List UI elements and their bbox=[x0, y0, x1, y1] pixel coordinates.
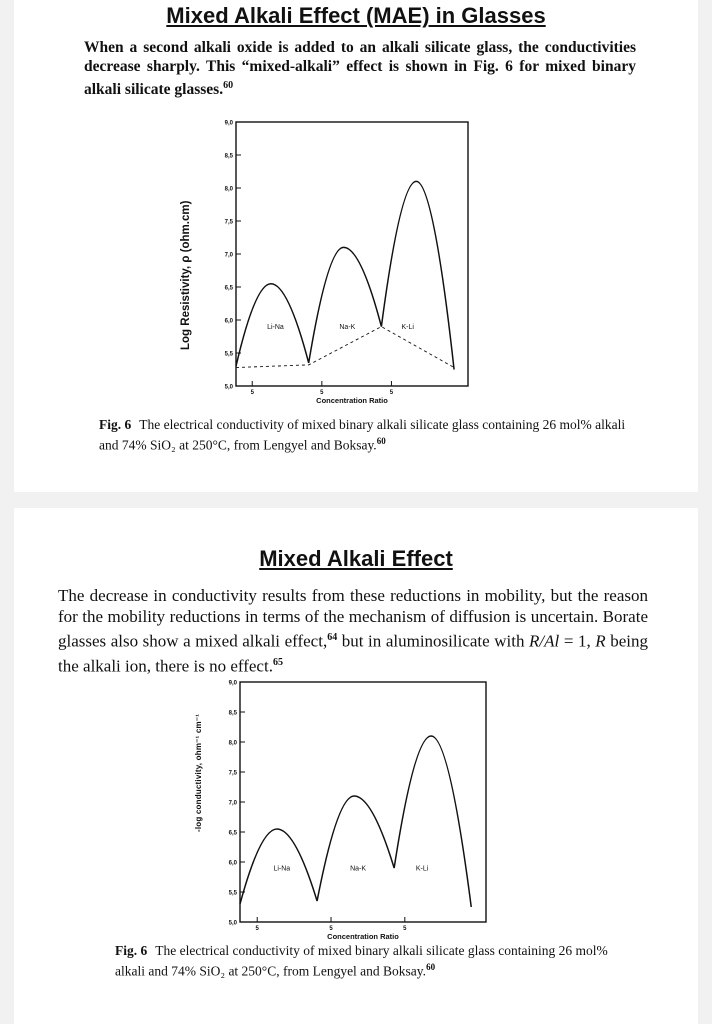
caption-text: The electrical conductivity of mixed binary alkali silicate glass containing 26 mol% alkali and 74% SiO₂ at 250°C, from Lengyel and Boksay. bbox=[99, 417, 626, 453]
caption-reference: 60 bbox=[376, 436, 386, 446]
series-baseline bbox=[236, 327, 454, 368]
paragraph-r: R bbox=[595, 631, 606, 651]
y-tick-label: 5,5 bbox=[224, 351, 233, 358]
caption-label: Fig. 6 bbox=[99, 417, 132, 432]
figure-2-svg bbox=[190, 676, 490, 948]
region-label: Li-Na bbox=[273, 865, 291, 873]
x-tick-label: 5 bbox=[389, 390, 394, 396]
y-tick-label: 8,5 bbox=[228, 710, 237, 717]
y-tick-label: 9,0 bbox=[224, 120, 233, 127]
x-tick-label: 5 bbox=[320, 390, 324, 396]
paragraph-text-3: = 1, bbox=[559, 631, 596, 651]
y-tick-label: 6,5 bbox=[224, 285, 233, 292]
y-tick-label: 5,0 bbox=[228, 920, 237, 927]
region-label: Na-K bbox=[339, 324, 356, 332]
y-tick-label: 7,5 bbox=[224, 219, 233, 226]
series-line bbox=[236, 181, 454, 369]
paragraph-text: When a second alkali oxide is added to an alkali silicate glass, the conductivities decrease sharply. This “mixed-alkali” effect is shown in Fig. 6 for mixed binary alkali silicate glasses. bbox=[84, 39, 636, 99]
y-tick-label: 7,0 bbox=[224, 252, 233, 259]
paragraph-ratio: R/Al bbox=[529, 631, 560, 651]
region-label: K-Li bbox=[415, 865, 429, 873]
y-tick-label: 5,0 bbox=[224, 384, 233, 391]
figure-1-svg bbox=[176, 112, 476, 414]
figure-1-chart bbox=[176, 112, 476, 414]
slide-title: Mixed Alkali Effect bbox=[259, 546, 453, 571]
caption-reference: 60 bbox=[426, 962, 436, 972]
y-tick-label: 6,0 bbox=[228, 860, 237, 867]
region-label: Li-Na bbox=[267, 324, 284, 332]
slide-paragraph bbox=[58, 585, 648, 676]
y-tick-label: 7,5 bbox=[228, 770, 237, 777]
plot-frame bbox=[236, 122, 468, 386]
slide-paragraph bbox=[84, 38, 636, 99]
y-tick-label: 9,0 bbox=[228, 680, 237, 687]
series-line bbox=[240, 736, 471, 907]
x-axis-label: Concentration Ratio bbox=[327, 932, 399, 941]
slide-title: Mixed Alkali Effect (MAE) in Glasses bbox=[166, 3, 546, 28]
x-tick-label: 5 bbox=[403, 926, 407, 932]
figure-1-y-axis-label: Log Resistivity, ρ (ohm.cm) bbox=[180, 200, 192, 350]
paragraph-reference: 60 bbox=[223, 80, 234, 91]
paragraph-text-4: being the alkali ion, there is no effect. bbox=[58, 631, 648, 676]
paragraph-reference-1: 64 bbox=[327, 632, 338, 643]
y-tick-label: 5,5 bbox=[228, 890, 237, 897]
paragraph-text-1: The decrease in conductivity results from these reductions in mobility, but the reason for the mobility reductions in terms of the mechanism of diffusion is uncertain. Borate glasses also show a mixed alkali effect, bbox=[58, 586, 648, 651]
x-tick-label: 5 bbox=[255, 926, 259, 932]
figure-2-chart bbox=[190, 676, 490, 948]
figure-1-caption bbox=[99, 416, 629, 454]
plot-frame bbox=[240, 682, 486, 922]
caption-text: The electrical conductivity of mixed binary alkali silicate glass containing 26 mol% alkali and 74% SiO₂ at 250°C, from Lengyel and Boksay. bbox=[115, 943, 608, 979]
figure-2-y-axis-label: -log conductivity, ohm⁻¹ cm⁻¹ bbox=[194, 713, 203, 832]
y-tick-label: 8,0 bbox=[228, 740, 237, 747]
y-tick-label: 7,0 bbox=[228, 800, 237, 807]
y-tick-label: 8,5 bbox=[224, 153, 233, 160]
caption-label: Fig. 6 bbox=[115, 943, 148, 958]
paragraph-text-2: but in aluminosilicate with bbox=[337, 631, 530, 651]
region-label: Na-K bbox=[350, 865, 367, 873]
region-label: K-Li bbox=[401, 324, 414, 332]
x-tick-label: 5 bbox=[329, 926, 333, 932]
y-tick-label: 8,0 bbox=[224, 186, 233, 193]
paragraph-reference-2: 65 bbox=[272, 656, 283, 668]
y-tick-label: 6,0 bbox=[224, 318, 233, 325]
y-tick-label: 6,5 bbox=[228, 830, 237, 837]
x-axis-label: Concentration Ratio bbox=[316, 396, 388, 405]
x-tick-label: 5 bbox=[250, 390, 254, 396]
